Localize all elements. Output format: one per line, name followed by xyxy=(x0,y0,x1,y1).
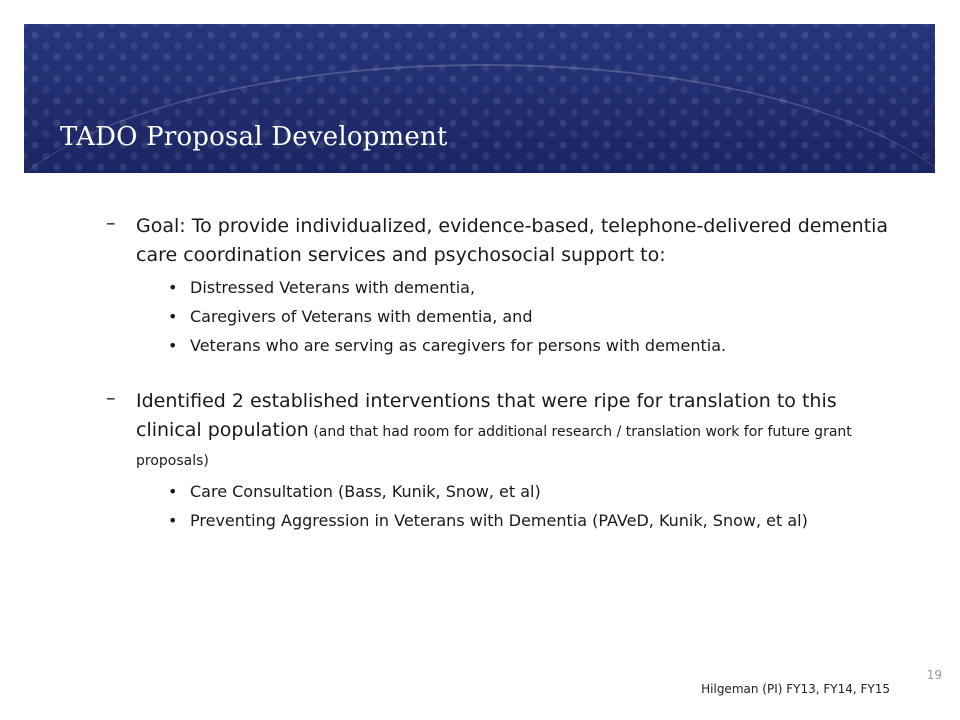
bullet-marker: • xyxy=(168,511,178,530)
sub-list xyxy=(136,276,906,358)
sub-item: • Care Consultation (Bass, Kunik, Snow, et al) xyxy=(168,480,906,504)
bullet-marker: • xyxy=(168,307,178,326)
content-item-goal xyxy=(106,212,906,358)
bullet-marker: • xyxy=(168,482,178,501)
sub-item: • Preventing Aggression in Veterans with Dementia (PAVeD, Kunik, Snow, et al) xyxy=(168,509,906,533)
slide-title: TADO Proposal Development xyxy=(60,122,448,152)
bullet-marker: • xyxy=(168,336,178,355)
dash-marker: – xyxy=(106,212,116,234)
item-note: (and that had room for additional research / translation work for future grant proposals) xyxy=(136,424,852,469)
banner-arc-decoration xyxy=(24,64,935,173)
dash-marker: – xyxy=(106,387,116,409)
bullet-marker: • xyxy=(168,278,178,297)
item-text: Identified 2 established interventions that were ripe for translation to this clinical population xyxy=(136,390,837,441)
sub-item: • Distressed Veterans with dementia, xyxy=(168,276,906,300)
sub-list xyxy=(136,480,906,533)
footer-text: Hilgeman (PI) FY13, FY14, FY15 xyxy=(701,682,890,696)
item-text: Goal: To provide individualized, evidence-based, telephone-delivered dementia care coordination services and psychosocial support to: xyxy=(136,215,889,266)
sub-item: • Veterans who are serving as caregivers for persons with dementia. xyxy=(168,334,906,358)
slide-content xyxy=(106,212,906,538)
sub-item: • Caregivers of Veterans with dementia, and xyxy=(168,305,906,329)
title-banner xyxy=(24,24,935,173)
content-item-interventions xyxy=(106,387,906,533)
page-number: 19 xyxy=(926,668,942,682)
